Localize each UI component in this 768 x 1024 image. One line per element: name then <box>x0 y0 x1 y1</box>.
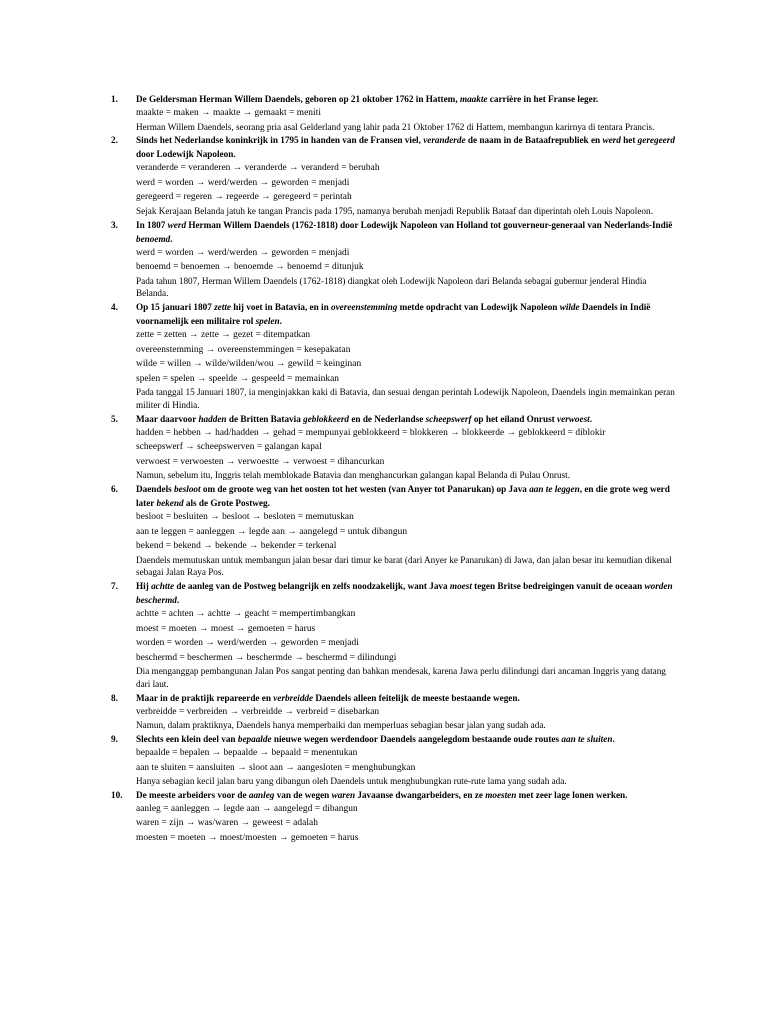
translation: Herman Willem Daendels, seorang pria asal Gelderland yang lahir pada 21 Oktober 1762 di Hattem, membangun karirnya di tentara Prancis. <box>136 121 655 132</box>
dutch-sentence <box>136 732 681 746</box>
list-item <box>111 218 681 301</box>
sentence-text: metde opdracht van Lodewijk Napoleon <box>397 302 560 313</box>
translation: Dia menganggap pembangunan Jalan Pos sangat penting dan bahkan mendesak, karena Jawa perlu dilindungi dari ancaman Inggris yang datang dari laut. <box>136 666 666 689</box>
vocab-line: benoemd = benoemen → benoemde → benoemd = ditunjuk <box>136 262 364 273</box>
sentence-text: . <box>612 734 615 745</box>
sentence-text: De meeste arbeiders voor de <box>136 789 249 800</box>
sentence-text: nieuwe wegen werdendoor Daendels aangelegdom bestaande oude routes <box>271 734 562 745</box>
highlighted-word: hadden <box>198 413 227 424</box>
list-item <box>111 133 681 217</box>
highlighted-word: achtte <box>151 581 175 592</box>
item-number: 5. <box>111 413 118 424</box>
list-item <box>111 788 681 846</box>
list-item <box>111 300 681 412</box>
vocab-line: overeenstemming → overeenstemmingen = kesepakatan <box>136 344 351 355</box>
list-item <box>111 92 681 133</box>
vocab-line: besloot = besluiten → besloot → besloten = memutuskan <box>136 512 354 523</box>
sentence-text: Hij <box>136 581 152 592</box>
sentence-text: Daendels <box>136 484 175 495</box>
vocab-line: maakte = maken → maakte → gemaakt = meniti <box>136 108 322 118</box>
sentence-text: de naam in de Bataafrepubliek en <box>465 135 603 146</box>
vocab-line: veranderde = veranderen → veranderde → veranderd = berubah <box>136 163 380 174</box>
vocab-line: aan te leggen = aanleggen → legde aan → aangelegd = untuk dibangun <box>136 526 408 537</box>
list-item <box>111 691 681 732</box>
sentence-text: Daendels alleen feitelijk de meeste bestaande wegen. <box>313 692 520 703</box>
sentence-text: Daendels in Indië voornamelijk een militaire rol <box>136 302 651 327</box>
vocab-line: geregeerd = regeren → regeerde → geregeerd = perintah <box>136 192 352 203</box>
vocab-line: verbreidde = verbreiden → verbreidde → verbreid = disebarkan <box>136 706 380 717</box>
document-body <box>111 92 681 845</box>
sentence-text: Javaanse dwangarbeiders, en ze <box>355 789 486 800</box>
item-number: 3. <box>111 219 118 230</box>
sentence-text: . <box>279 316 282 327</box>
dutch-sentence <box>136 788 681 802</box>
dutch-sentence <box>136 92 681 106</box>
dutch-sentence <box>136 300 681 328</box>
vocab-line: worden = worden → werd/werden → geworden = menjadi <box>136 638 359 649</box>
list-item <box>111 412 681 482</box>
highlighted-word: aan te sluiten <box>561 734 613 745</box>
highlighted-word: benoemd <box>136 233 171 244</box>
vocab-line: bepaalde = bepalen → bepaalde → bepaald = menentukan <box>136 748 358 759</box>
sentence-text: de Britten Batavia <box>226 413 304 424</box>
highlighted-word: moest <box>449 581 472 592</box>
highlighted-word: scheepswerf <box>425 413 472 424</box>
dutch-sentence <box>136 412 681 426</box>
vocab-line: verwoest = verwoesten → verwoestte → verwoest = dihancurkan <box>136 456 385 467</box>
dutch-sentence <box>136 579 681 607</box>
vocab-line: wilde = willen → wilde/wilden/wou → gewild = keinginan <box>136 359 362 370</box>
highlighted-word: maakte <box>459 94 488 104</box>
highlighted-word: werd <box>167 219 187 230</box>
highlighted-word: worden beschermd <box>136 581 673 606</box>
highlighted-word: bepaalde <box>237 734 272 745</box>
sentence-text: van de wegen <box>274 789 332 800</box>
vocab-line: aanleg = aanleggen → legde aan → aangelegd = dibangun <box>136 803 358 814</box>
vocab-line: werd = worden → werd/werden → geworden = menjadi <box>136 177 350 188</box>
translation: Daendels memutuskan untuk membangun jalan besar dari timur ke barat (dari Anyer ke Panarukan) di Jawa, dan jalan besar itu kemudian dikenal sebagai Jalan Raya Pos. <box>136 554 672 578</box>
highlighted-word: spelen <box>255 316 280 327</box>
sentence-text: op het eiland Onrust <box>471 413 558 424</box>
vocab-line: werd = worden → werd/werden → geworden = menjadi <box>136 247 350 258</box>
vocab-line: moesten = moeten → moest/moesten → gemoeten = harus <box>136 832 359 843</box>
sentence-text: om de groote weg van het oosten tot het westen (van Anyer tot Panarukan) op Java <box>200 484 530 495</box>
vocab-line: waren = zijn → was/waren → geweest = adalah <box>136 818 318 829</box>
vocab-line: bekend = bekend → bekende → bekender = terkenal <box>136 541 337 552</box>
item-number: 7. <box>111 581 118 592</box>
highlighted-word: zette <box>214 302 231 313</box>
sentence-text: tegen Britse bedreigingen vanuit de oceaan <box>471 581 645 592</box>
sentence-text: In 1807 <box>136 219 168 230</box>
vocab-line: aan te sluiten = aansluiten → sloot aan → aangesloten = menghubungkan <box>136 762 416 773</box>
highlighted-word: verbreidde <box>273 692 314 703</box>
sentence-text: . <box>170 233 173 244</box>
dutch-sentence <box>136 482 681 510</box>
sentence-text: Slechts een klein deel van <box>136 734 238 745</box>
highlighted-word: geregeerd <box>637 135 675 146</box>
highlighted-word: overeenstemming <box>331 302 398 313</box>
sentence-text: Op 15 januari 1807 <box>136 302 215 313</box>
vocab-line: hadden = hebben → had/hadden → gehad = mempunyai geblokkeerd = blokkeren → blokkeerde → geblokkeerd = diblokir <box>136 427 606 438</box>
highlighted-word: geblokkeerd <box>303 413 350 424</box>
highlighted-word: wilde <box>559 302 580 313</box>
highlighted-word: aan te leggen <box>529 484 580 495</box>
highlighted-word: moesten <box>485 789 517 800</box>
sentence-text: met zeer lage lonen werken. <box>516 789 628 800</box>
sentence-text: Sinds het Nederlandse koninkrijk in 1795 in handen van de Fransen viel, <box>136 135 424 146</box>
list-item <box>111 579 681 691</box>
sentence-text: Maar daarvoor <box>136 413 199 424</box>
translation: Namun, sebelum itu, Inggris telah memblokade Batavia dan menghancurkan galangan kapal Belanda di Pulau Onrust. <box>136 470 570 481</box>
highlighted-word: besloot <box>174 484 201 495</box>
highlighted-word: veranderde <box>423 135 466 146</box>
vocab-line: beschermd = beschermen → beschermde → beschermd = dilindungi <box>136 652 397 663</box>
dutch-sentence <box>136 133 681 161</box>
translation: Namun, dalam praktiknya, Daendels hanya memperbaiki dan memperluas sebagian besar jalan yang sudah ada. <box>136 720 546 731</box>
dutch-sentence <box>136 218 681 246</box>
highlighted-word: verwoest <box>557 413 590 424</box>
sentence-text: . <box>589 413 593 424</box>
highlighted-word: aanleg <box>248 789 275 800</box>
sentence-text: hij voet in Batavia, en in <box>230 302 332 313</box>
sentence-text: de aanleg van de Postweg belangrijk en zelfs noodzakelijk, want Java <box>174 581 450 592</box>
sentence-text: en de Nederlandse <box>349 413 426 424</box>
vocab-line: scheepswerf → scheepswerven = galangan kapal <box>136 442 322 453</box>
vocab-line: moest = moeten → moest → gemoeten = harus <box>136 623 316 634</box>
sentence-text: , en die grote weg werd later <box>136 484 670 509</box>
list-item <box>111 482 681 579</box>
dutch-sentence <box>136 691 681 705</box>
sentence-text: carrière in het Franse leger. <box>487 94 599 104</box>
vocab-line: achtte = achten → achtte → geacht = mempertimbangkan <box>136 609 356 620</box>
sentence-text: Maar in de praktijk repareerde en <box>136 692 274 703</box>
translation: Pada tanggal 15 Januari 1807, ia menginjakkan kaki di Batavia, dan sesuai dengan perintah Lodewijk Napoleon, Daendels ingin memainkan peran militer di Hindia. <box>136 387 675 410</box>
sentence-text: als de Grote Postweg. <box>183 498 270 509</box>
item-number: 1. <box>111 94 118 104</box>
sentence-text: het <box>620 135 638 146</box>
highlighted-word: waren <box>331 789 356 800</box>
vocab-line: zette = zetten → zette → gezet = ditempatkan <box>136 330 311 341</box>
item-number: 8. <box>111 692 118 703</box>
highlighted-word: werd <box>602 135 621 146</box>
translation: Hanya sebagian kecil jalan baru yang dibangun oleh Daendels untuk menghubungkan rute-rute lama yang sudah ada. <box>136 776 567 787</box>
sentence-text: Herman Willem Daendels (1762-1818) door Lodewijk Napoleon van Holland tot gouverneur-generaal van Nederlands-Indië <box>186 219 673 230</box>
list-item <box>111 732 681 788</box>
item-number: 4. <box>111 302 118 313</box>
item-number: 6. <box>111 484 118 495</box>
translation: Pada tahun 1807, Herman Willem Daendels (1762-1818) diangkat oleh Lodewijk Napoleon dari Belanda sebagai gubernur jenderal Hindia Belanda. <box>136 275 647 299</box>
sentence-text: door Lodewijk Napoleon. <box>136 149 236 160</box>
item-number: 10. <box>111 789 123 800</box>
vocab-line: spelen = spelen → speelde → gespeeld = memainkan <box>136 373 340 384</box>
item-number: 2. <box>111 135 118 146</box>
sentence-text: . <box>176 595 180 606</box>
sentence-text: De Geldersman Herman Willem Daendels, geboren op 21 oktober 1762 in Hattem, <box>136 94 460 104</box>
highlighted-word: bekend <box>156 498 184 509</box>
item-number: 9. <box>111 734 118 745</box>
translation: Sejak Kerajaan Belanda jatuh ke tangan Prancis pada 1795, namanya berubah menjadi Republik Bataaf dan diperintah oleh Louis Napoleon. <box>136 205 653 216</box>
